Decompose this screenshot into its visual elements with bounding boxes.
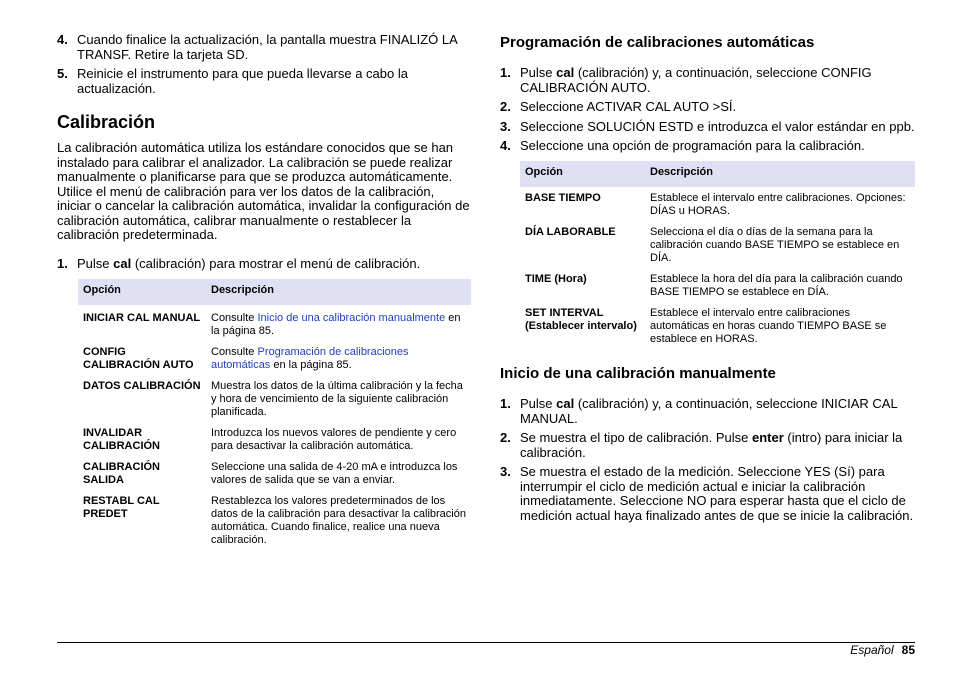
list-item — [500, 465, 915, 523]
option-cell: TIME (Hora) — [525, 273, 587, 285]
step-number: 2. — [500, 99, 511, 114]
key-name: cal — [556, 65, 575, 80]
table-header-row — [520, 161, 915, 187]
page-footer — [850, 643, 915, 657]
column-header-option: Opción — [520, 161, 645, 187]
link-programacion-calibraciones[interactable]: Programación de calibraciones automáticas — [211, 346, 409, 371]
table-row — [520, 222, 915, 269]
step-text: Pulse cal (calibración) y, a continuación, seleccione INICIAR CAL MANUAL. — [520, 396, 898, 426]
step-number: 3. — [500, 464, 511, 479]
description-cell: Consulte Programación de calibraciones automáticas en la página 85. — [211, 346, 409, 371]
calibration-options-table — [78, 279, 471, 551]
step-text: Se muestra el estado de la medición. Seleccione YES (Sí) para interrumpir el ciclo de medición actual e iniciar la calibración inmediatamente. Seleccione NO para esperar hasta que el ciclo de medición actual haya finalizado antes de que se inicie la calibración. — [520, 464, 914, 523]
section-heading-programacion: Programación de calibraciones automáticas — [500, 34, 815, 51]
schedule-options-table — [520, 161, 915, 350]
option-cell: SET INTERVAL (Establecer intervalo) — [525, 307, 637, 332]
option-cell: BASE TIEMPO — [525, 192, 601, 204]
description-cell: Seleccione una salida de 4-20 mA e introduzca los valores de salida que se van a enviar. — [211, 461, 458, 486]
option-cell: CONFIG CALIBRACIÓN AUTO — [83, 346, 194, 371]
key-name: enter — [751, 430, 784, 445]
column-header-option: Opción — [78, 279, 206, 305]
programacion-steps — [500, 66, 915, 154]
step-text: Se muestra el tipo de calibración. Pulse enter (intro) para iniciar la calibración. — [520, 430, 903, 460]
option-cell: INVALIDAR CALIBRACIÓN — [83, 427, 160, 452]
step-number: 4. — [57, 32, 68, 47]
step-number: 3. — [500, 118, 511, 134]
list-item — [500, 139, 915, 154]
description-cell: Muestra los datos de la última calibración y la fecha y hora de vencimiento de la siguiente calibración planificada. — [211, 380, 463, 418]
table-row — [78, 491, 471, 551]
step-number: 2. — [500, 430, 511, 445]
footer-language: Español — [850, 643, 894, 657]
list-item — [500, 120, 915, 135]
table-row — [78, 376, 471, 423]
step-text: Reinicie el instrumento para que pueda llevarse a cabo la actualización. — [77, 66, 408, 96]
description-cell: Selecciona el día o días de la semana para la calibración cuando BASE TIEMPO se establece en DÍA. — [650, 226, 900, 264]
list-item — [57, 33, 471, 62]
table-row — [78, 342, 471, 376]
list-item — [500, 397, 915, 426]
footer-divider — [57, 642, 915, 643]
step-text: Seleccione ACTIVAR CAL AUTO >SÍ. — [520, 99, 737, 114]
option-cell: CALIBRACIÓN SALIDA — [83, 461, 160, 486]
step-text: Seleccione SOLUCIÓN ESTD e introduzca el valor estándar en ppb. — [520, 118, 915, 134]
section-heading-inicio-manual: Inicio de una calibración manualmente — [500, 365, 776, 382]
list-item — [500, 66, 915, 95]
column-header-description: Descripción — [206, 279, 471, 305]
table-row — [78, 457, 471, 491]
page-number: 85 — [901, 643, 915, 657]
step-text: Seleccione una opción de programación para la calibración. — [520, 138, 865, 153]
description-cell: Restablezca los valores predeterminados de los datos de la calibración para desactivar la calibración automática. Cuando finalice, realice una nueva calibración. — [211, 495, 466, 546]
table-row — [520, 269, 915, 303]
inicio-manual-steps — [500, 397, 915, 523]
key-name: cal — [113, 256, 132, 271]
description-cell: Establece el intervalo entre calibraciones. Opciones: DÍAS u HORAS. — [650, 192, 906, 217]
step-text: Cuando finalice la actualización, la pantalla muestra FINALIZÓ LA TRANSF. Retire la tarjeta SD. — [77, 32, 458, 62]
table-row — [78, 305, 471, 342]
key-name: cal — [556, 396, 575, 411]
option-cell: INICIAR CAL MANUAL — [83, 312, 201, 324]
list-item — [57, 257, 471, 272]
step-number: 1. — [500, 396, 511, 411]
table-row — [78, 423, 471, 457]
step-number: 1. — [57, 256, 68, 271]
description-cell: Establece el intervalo entre calibraciones automáticas en horas cuando TIEMPO BASE se establece en HORAS. — [650, 307, 887, 345]
step-text: Pulse cal (calibración) para mostrar el menú de calibración. — [77, 256, 421, 271]
step-text: Pulse cal (calibración) y, a continuación, seleccione CONFIG CALIBRACIÓN AUTO. — [520, 65, 872, 95]
list-item — [500, 100, 915, 115]
table-row — [520, 303, 915, 350]
table-header-row — [78, 279, 471, 305]
intro-steps — [57, 33, 471, 96]
column-header-description: Descripción — [645, 161, 915, 187]
description-cell: Introduzca los nuevos valores de pendiente y cero para desactivar la calibración automática. — [211, 427, 457, 452]
table-row — [520, 187, 915, 222]
description-cell: Establece la hora del día para la calibración cuando BASE TIEMPO se establece en DÍA. — [650, 273, 903, 298]
description-cell: Consulte Inicio de una calibración manualmente en la página 85. — [211, 312, 461, 337]
link-inicio-calibracion-manual[interactable]: Inicio de una calibración manualmente — [257, 312, 446, 324]
step-number: 5. — [57, 66, 68, 81]
section-heading-calibracion: Calibración — [57, 112, 156, 132]
step-number: 4. — [500, 138, 511, 153]
option-cell: DÍA LABORABLE — [525, 226, 616, 238]
option-cell: RESTABL CAL PREDET — [83, 495, 160, 520]
step-number: 1. — [500, 65, 511, 80]
list-item — [500, 431, 915, 460]
list-item — [57, 67, 471, 96]
calibration-paragraph: La calibración automática utiliza los estándare conocidos que se han instalado para calibrar el analizador. La calibración se puede realizar manualmente o planificarse para que se produzca automáticamente. Utilice el menú de calibración para ver los datos de la calibración, iniciar o cancelar la calibración automática, invalidar la configuración de calibración automática, calibrar manualmente o restablecer la calibración predeterminada. — [57, 140, 470, 242]
option-cell: DATOS CALIBRACIÓN — [83, 380, 201, 392]
